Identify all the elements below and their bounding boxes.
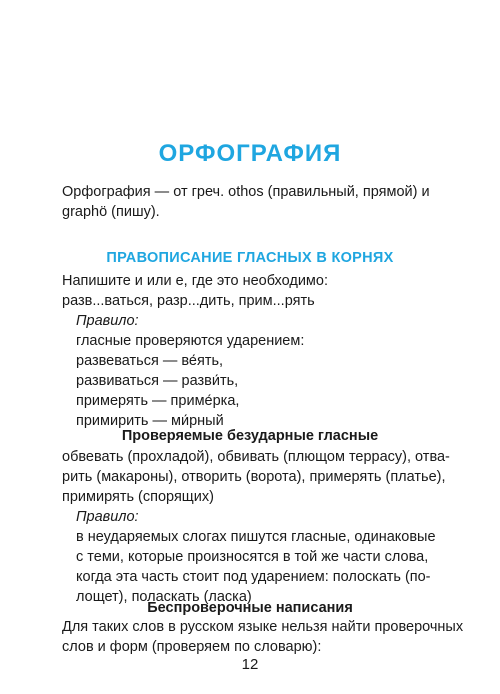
body-line: слов и форм (проверяем по словарю): [62, 639, 322, 655]
example-line: обвевать (прохладой), обвивать (плющом террасу), отва- [62, 449, 450, 465]
rule-text: с теми, которые произносятся в той же части слова, [76, 549, 429, 565]
exercise-words: разв...ваться, разр...дить, прим...рять [62, 293, 315, 309]
rule-label: Правило: [76, 313, 139, 329]
page-number: 12 [241, 656, 259, 673]
rule-text: когда эта часть стоит под ударением: полоскать (по- [76, 569, 431, 585]
rule-label: Правило: [76, 509, 139, 525]
section-heading-vowels-roots: ПРАВОПИСАНИЕ ГЛАСНЫХ В КОРНЯХ [106, 250, 394, 266]
intro-line-2: graphö (пишу). [62, 204, 160, 220]
exercise-instruction: Напишите и или е, где это необходимо: [62, 273, 328, 289]
example-line: рить (макароны), отворить (ворота), примерять (платье), [62, 469, 446, 485]
section-heading-unchecked: Беспроверочные написания [147, 600, 353, 616]
rule-text: гласные проверяются ударением: [76, 333, 305, 349]
intro-line-1: Орфография — от греч. othos (правильный, прямой) и [62, 184, 430, 200]
example-line: развеваться — ве́ять, [76, 353, 224, 369]
example-line: примирять (спорящих) [62, 489, 214, 505]
page-title: ОРФОГРАФИЯ [158, 140, 342, 167]
body-line: Для таких слов в русском языке нельзя найти проверочных [62, 619, 464, 635]
example-line: примирить — ми́рный [76, 413, 224, 429]
example-line: развиваться — разви́ть, [76, 373, 239, 389]
example-line: примерять — приме́рка, [76, 393, 240, 409]
section-heading-checked-vowels: Проверяемые безударные гласные [121, 428, 379, 444]
rule-text: лощет), поласкать (ласка) [76, 589, 252, 605]
rule-text: в неударяемых слогах пишутся гласные, одинаковые [76, 529, 436, 545]
